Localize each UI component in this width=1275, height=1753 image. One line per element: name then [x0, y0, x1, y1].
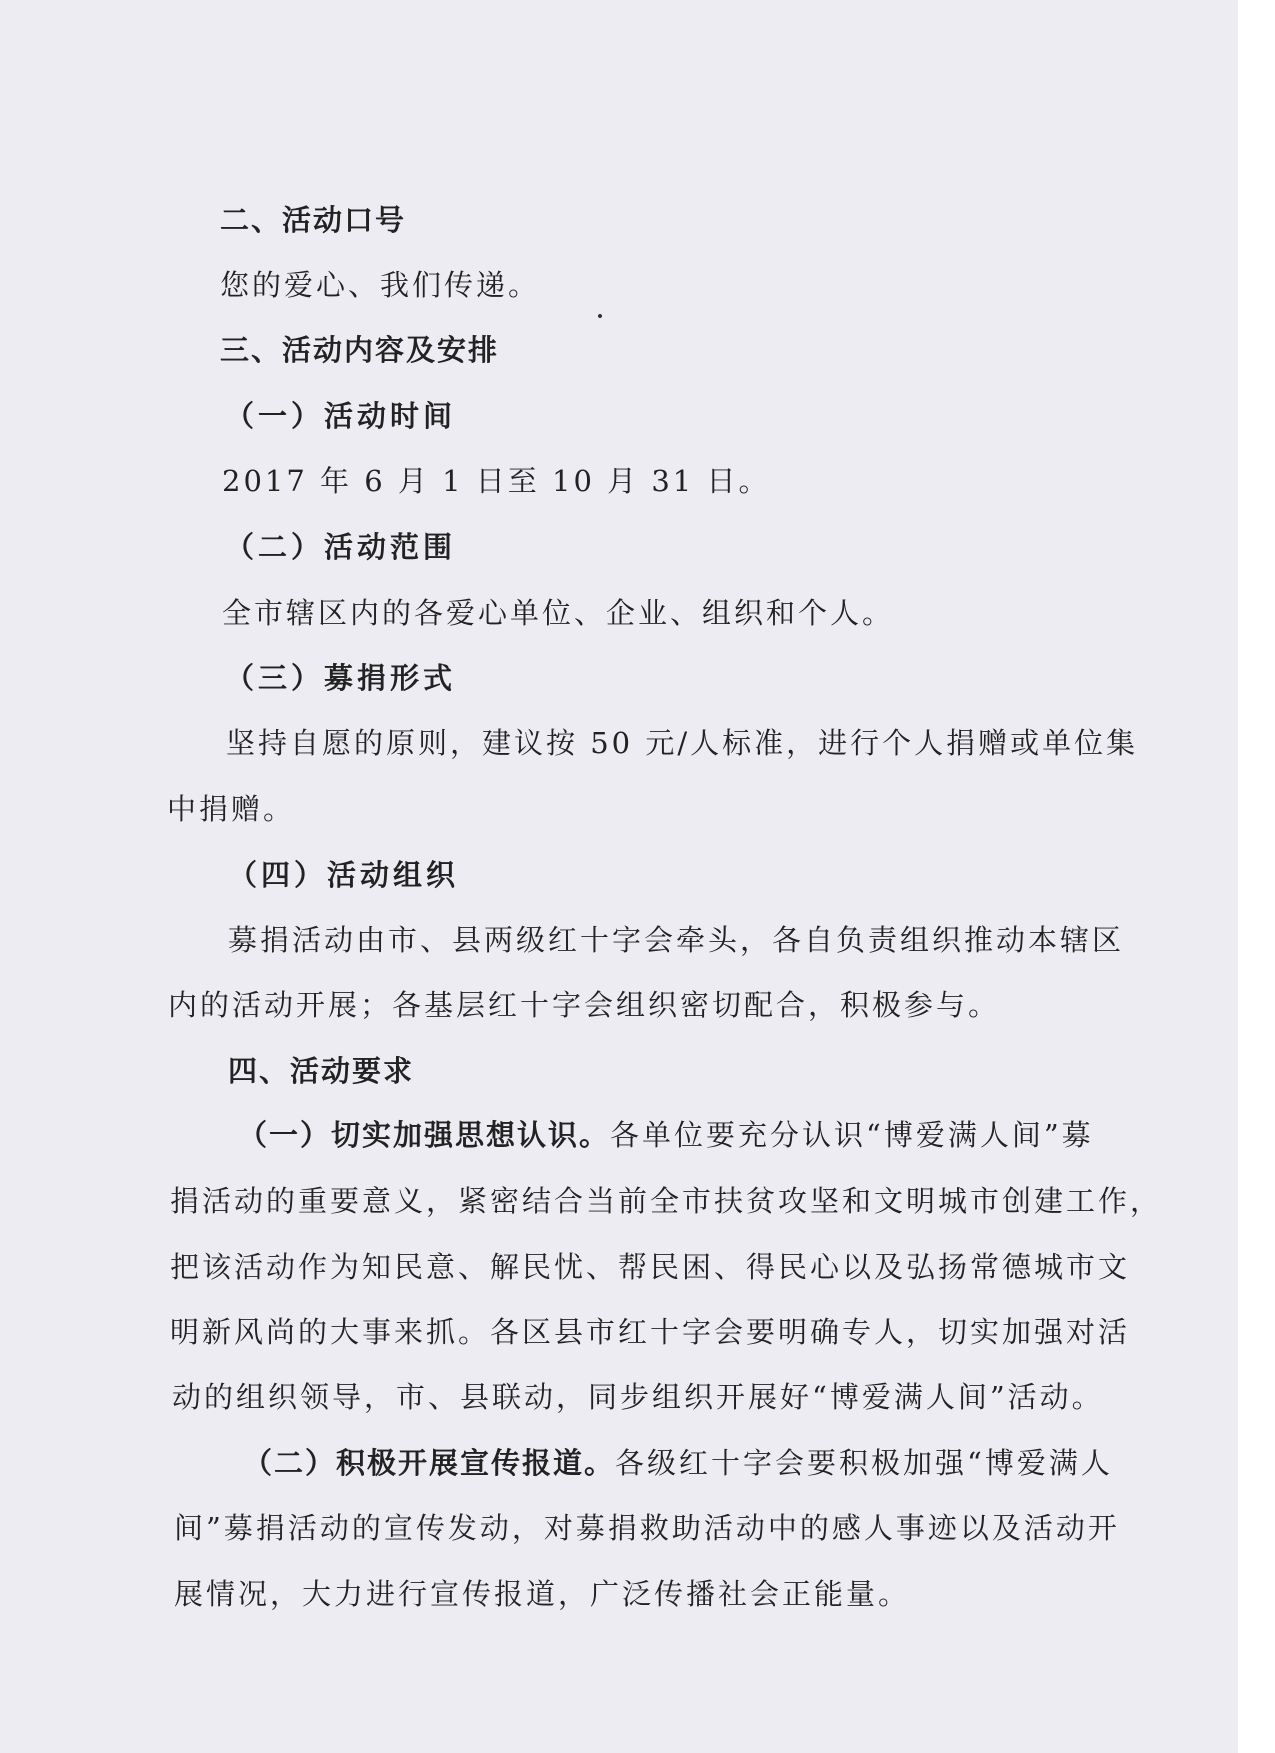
- subheading-donation-form: （三）募捐形式: [225, 661, 457, 695]
- page-margin-right: [1238, 0, 1275, 1753]
- requirement-1-line-2: 捐活动的重要意义，紧密结合当前全市扶贫攻坚和文明城市创建工作，: [170, 1184, 1163, 1218]
- subheading-scope: （二）活动范围: [225, 530, 457, 564]
- subheading-organization: （四）活动组织: [228, 858, 460, 892]
- organization-line-1: 募捐活动由市、县两级红十字会牵头，各自负责组织推动本辖区: [228, 923, 1125, 957]
- requirement-1-lead: （一）切实加强思想认识。: [238, 1118, 611, 1152]
- scan-speck: [597, 313, 602, 318]
- section-heading-content: 三、活动内容及安排: [220, 333, 500, 367]
- requirement-2-line-2: 间”募捐活动的宣传发动，对募捐救助活动中的感人事迹以及活动开: [174, 1511, 1120, 1545]
- section-heading-slogan: 二、活动口号: [220, 203, 407, 237]
- requirement-2-lead: （二）积极开展宣传报道。: [243, 1446, 616, 1480]
- requirement-2-rest: 各级红十字会要积极加强“博爱满人: [615, 1446, 1113, 1480]
- donation-form-line-2: 中捐赠。: [167, 792, 296, 826]
- requirement-1-line-4: 明新风尚的大事来抓。各区县市红十字会要明确专人，切实加强对活: [170, 1315, 1131, 1349]
- requirement-1-line-3: 把该活动作为知民意、解民忧、帮民困、得民心以及弘扬常德城市文: [170, 1250, 1131, 1284]
- organization-line-2: 内的活动开展；各基层红十字会组织密切配合，积极参与。: [168, 988, 1001, 1022]
- scope-text: 全市辖区内的各爱心单位、企业、组织和个人。: [222, 596, 895, 630]
- requirement-1-line-1: [238, 1115, 1094, 1155]
- slogan-text: 您的爱心、我们传递。: [220, 268, 541, 302]
- requirement-1-rest: 各单位要充分认识“博爱满人间”募: [610, 1118, 1094, 1152]
- requirement-1-line-5: 动的组织领导，市、县联动，同步组织开展好“博爱满人间”活动。: [172, 1380, 1104, 1414]
- requirement-2-line-3: 展情况，大力进行宣传报道，广泛传播社会正能量。: [174, 1577, 911, 1611]
- requirement-2-line-1: [243, 1443, 1113, 1483]
- donation-form-line-1: 坚持自愿的原则，建议按 50 元/人标准，进行个人捐赠或单位集: [226, 726, 1139, 760]
- section-heading-requirements: 四、活动要求: [228, 1054, 415, 1088]
- time-text: 2017 年 6 月 1 日至 10 月 31 日。: [222, 464, 771, 498]
- subheading-time: （一）活动时间: [225, 399, 457, 433]
